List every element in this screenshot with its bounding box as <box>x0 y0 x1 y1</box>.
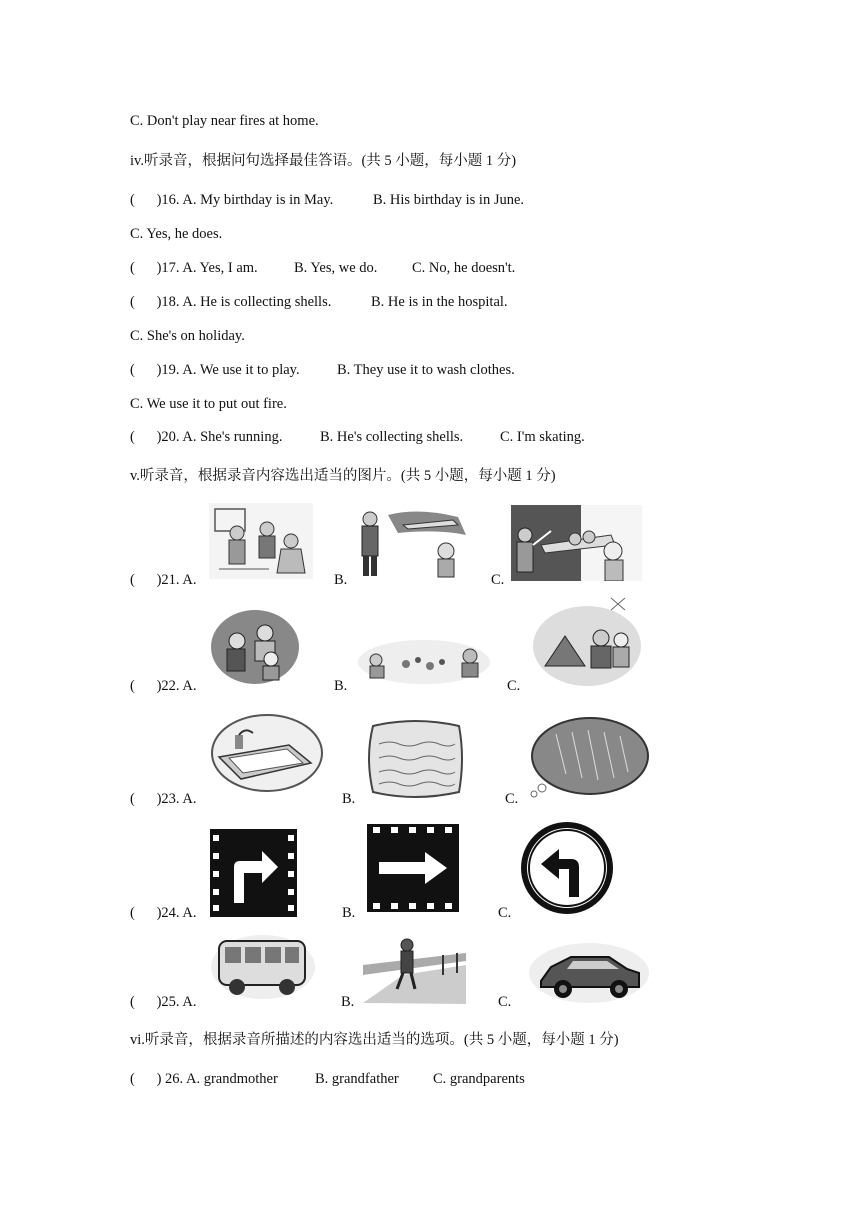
question-16: ( )16. A. My birthday is in May. <box>130 192 334 208</box>
lake-water-icon <box>365 718 466 802</box>
option-b-label: B. <box>342 791 356 807</box>
option-b: B. grandfather <box>315 1071 399 1087</box>
question-17: ( )17. A. Yes, I am. <box>130 260 258 276</box>
option-b: B. His birthday is in June. <box>373 192 525 208</box>
question-21: ( )21. A. <box>130 572 197 588</box>
option-text: C. Don't play near fires at home. <box>130 113 319 129</box>
option-b-label: B. <box>334 572 348 588</box>
bus-icon <box>209 931 316 1001</box>
rain-cloud-icon <box>526 714 650 802</box>
question-20: ( )20. A. She's running. <box>130 429 283 445</box>
bathtub-icon <box>209 713 324 796</box>
option-c: C. grandparents <box>433 1071 525 1087</box>
camping-tent-icon <box>529 596 642 688</box>
section-heading-v: v.听录音，根据录音内容选出适当的图片。(共 5 小题，每小题 1 分) <box>130 468 556 484</box>
option-c: C. She's on holiday. <box>130 328 245 344</box>
option-c-label: C. <box>505 791 519 807</box>
option-c: C. No, he doesn't. <box>412 260 516 276</box>
option-b-label: B. <box>342 905 356 921</box>
option-c: C. Yes, he does. <box>130 226 223 242</box>
option-c: C. We use it to put out fire. <box>130 396 287 412</box>
family-scene-icon <box>209 503 313 579</box>
section-heading-iv: iv.听录音，根据问句选择最佳答语。(共 5 小题，每小题 1 分) <box>130 153 517 169</box>
option-b-label: B. <box>341 994 355 1010</box>
section-heading-vi: vi.听录音，根据录音所描述的内容选出适当的选项。(共 5 小题，每小题 1 分) <box>130 1032 619 1048</box>
beach-shells-icon <box>356 632 493 687</box>
question-26: ( ) 26. A. grandmother <box>130 1071 278 1087</box>
question-19: ( )19. A. We use it to play. <box>130 362 300 378</box>
turn-left-sign-icon <box>519 821 615 916</box>
option-b: B. He's collecting shells. <box>320 429 464 445</box>
airplane-pilot-icon <box>358 505 469 579</box>
go-straight-sign-icon <box>367 824 459 912</box>
option-c-label: C. <box>507 678 521 694</box>
option-c: C. I'm skating. <box>500 429 585 445</box>
option-b: B. Yes, we do. <box>294 260 378 276</box>
question-25: ( )25. A. <box>130 994 197 1010</box>
classroom-icon <box>511 505 642 581</box>
option-c-label: C. <box>491 572 505 588</box>
question-23: ( )23. A. <box>130 791 197 807</box>
option-c-label: C. <box>498 994 512 1010</box>
option-c-label: C. <box>498 905 512 921</box>
turn-right-sign-icon <box>210 829 297 917</box>
question-18: ( )18. A. He is collecting shells. <box>130 294 332 310</box>
question-22: ( )22. A. <box>130 678 197 694</box>
option-b: B. They use it to wash clothes. <box>337 362 515 378</box>
walking-girl-icon <box>363 935 466 1004</box>
option-b: B. He is in the hospital. <box>371 294 508 310</box>
family-party-icon <box>209 607 301 685</box>
car-icon <box>527 939 650 1006</box>
option-b-label: B. <box>334 678 348 694</box>
question-24: ( )24. A. <box>130 905 197 921</box>
